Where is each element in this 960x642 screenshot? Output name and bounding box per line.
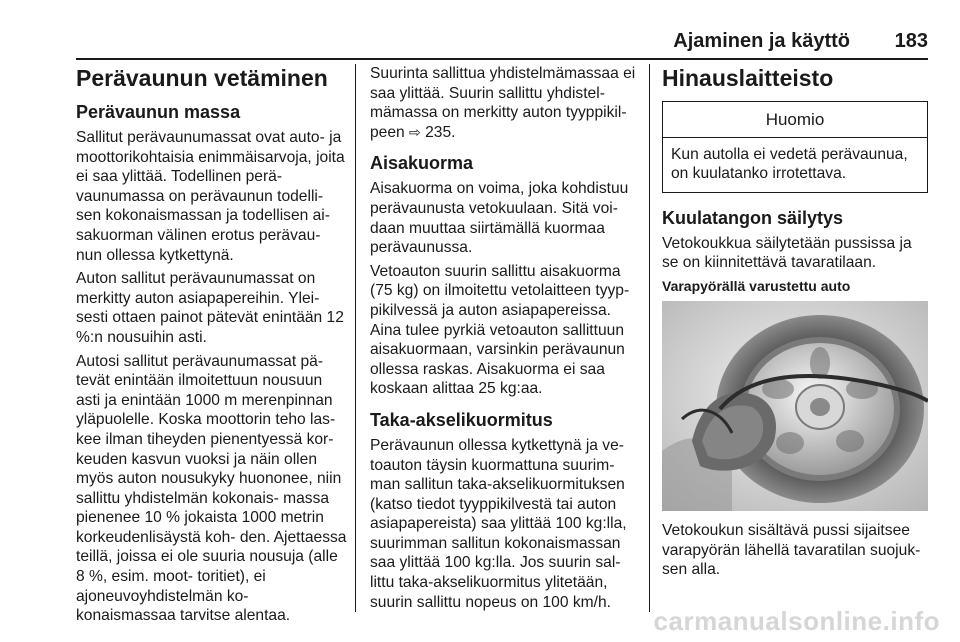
column-2 xyxy=(370,64,640,616)
notice-text: Kun autolla ei vedetä perävaunua, on kuulatanko irrotettava. xyxy=(671,145,908,183)
subheading-towbar-storage: Kuulatangon säilytys xyxy=(662,207,844,228)
column-3 xyxy=(662,64,928,584)
subheading-trailer-mass: Perävaunun massa xyxy=(76,102,241,122)
notice-title: Huomio xyxy=(663,102,927,138)
paragraph: Vetoauton suurin sallittu aisakuorma (75 kg) on ilmoitettu vetolaitteen tyyp- pikilvessä ja auton asiapapereissa. Aina tulee pyrkiä vetoauton sallittuun aisakuormaan, varsinkin perävaunun ollessa raskas. Aisakuorma ei saa koskaan alittaa 25 kg:aa. xyxy=(370,262,630,398)
page-reference-arrow-icon: ⇨ xyxy=(409,123,421,140)
intro-text: Suurinta sallittua yhdistelmämassaa ei saa ylittää. Suurin sallittu yhdistel- mämassa on merkitty auton tyyppikil- peen xyxy=(370,65,636,141)
paragraph: Perävaunun ollessa kytkettynä ja ve- toauton täysin kuormattuna suurim- man sallitun taka-akselikuormituksen (katso tiedot tyyppikilvestä tai auton asiapapereista) saa ylittää 100 kg:lla, suurimman sallitun kokonaismassan saa ylittää 100 kg:lla. Jos suurin sal- littu taka-akselikuormitus ylitetään, suurin sallittu nopeus on 100 km/h. xyxy=(370,436,627,611)
paragraph xyxy=(370,64,640,142)
subheading-tongue-load: Aisakuorma xyxy=(370,153,474,174)
paragraph: Sallitut perävaunumassat ovat auto- ja moottorikohtaisia enimmäisarvoja, joita ei saa ylittää. Todellinen perä- vaunumassa on perävaunun todelli- sen kokonaismassan ja todellisen ai- sakuorman välinen erotus perävau- nun ollessa kytkettynä. xyxy=(76,129,345,264)
subheading-rear-axle-load: Taka-akselikuormitus xyxy=(370,409,553,430)
column-divider-1 xyxy=(355,64,356,612)
paragraph: Vetokoukun sisältävä pussi sijaitsee varapyörän lähellä tavaratilan suojuk- sen alla. xyxy=(662,521,921,579)
paragraph: Vetokoukkua säilytetään pussissa ja se on kiinnitettävä tavaratilaan. xyxy=(662,234,912,272)
running-header-title: Ajaminen ja käyttö xyxy=(673,30,850,52)
header-rule xyxy=(76,58,928,60)
label-spare-wheel-vehicle: Varapyörällä varustettu auto xyxy=(662,277,851,294)
column-1 xyxy=(76,64,348,630)
page-number: 183 xyxy=(894,30,928,52)
page-reference[interactable]: 235. xyxy=(425,123,456,141)
notice-box xyxy=(662,101,928,193)
paragraph: Aisakuorma on voima, joka kohdistuu perävaunusta vetokuulaan. Sitä voi- daan muuttaa siirtämällä kuormaa perävaunussa. xyxy=(370,180,629,257)
watermark: carmanualsonline.info xyxy=(653,606,940,636)
paragraph: Autosi sallitut perävaunumassat pä- tevät enintään ilmoitettuun nousuun asti ja enintään 1000 m merenpinnan yläpuolelle. Koska moottorin teho las- kee ilman tiheyden pienentyessä kor- keuden kasvun vuoksi ja näin ollen myös auton nousukyky huononee, niin sallittu yhdistelmän kokonais- massa pienenee 10 % jokaista 1000 metrin korkeudenlisäystä koh- den. Ajettaessa teillä, joissa ei ole suuria nousuja (alle 8 %, esim. moot- toritiet), ei ajoneuvoyhdistelmän ko- konaismassaa tarvitse alentaa. xyxy=(76,352,347,625)
spare-wheel-photo xyxy=(662,301,928,511)
section-heading-towing-equipment: Hinauslaitteisto xyxy=(662,65,834,91)
column-divider-2 xyxy=(649,64,650,612)
paragraph: Auton sallitut perävaunumassat on merkitty auton asiapapereihin. Ylei- sesti ottaen painot pätevät enintään 12 %:n nousuihin asti. xyxy=(76,270,344,346)
section-heading-trailer-towing: Perävaunun vetäminen xyxy=(76,65,328,91)
